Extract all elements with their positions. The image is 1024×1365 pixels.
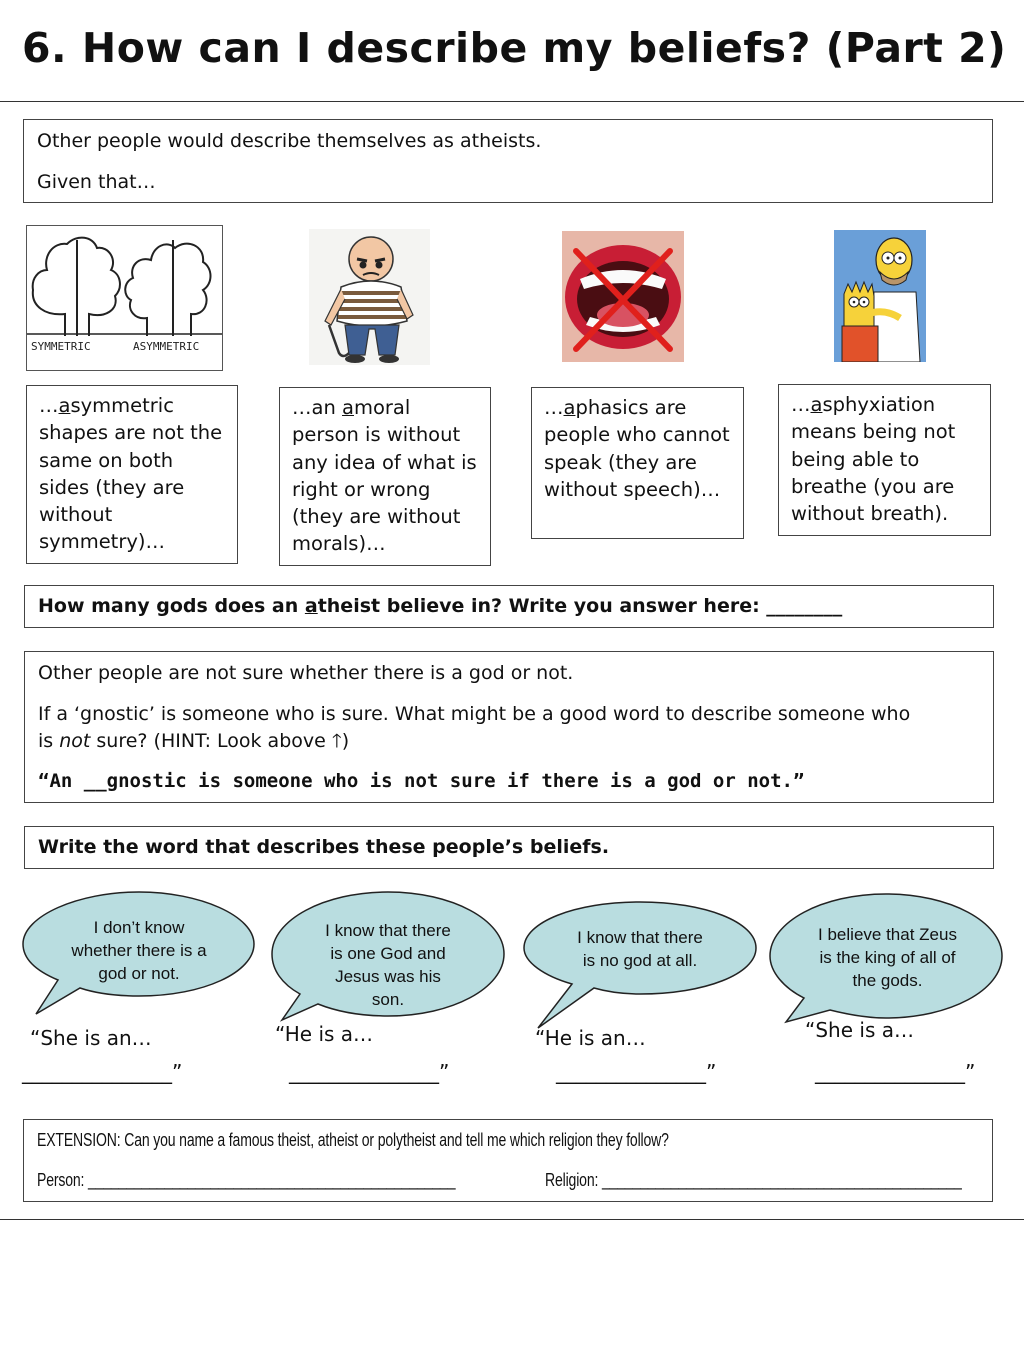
said-label-1: “She is an… [30,1026,152,1050]
said-label-2: “He is a… [275,1022,374,1046]
answer-blank-2[interactable]: _______________” [289,1060,450,1084]
bubble-text-1: I don’t know whether there is a god or not. [71,918,207,983]
intro-line-1: Other people would describe themselves as atheists. [37,130,542,152]
prefix-letter-a: a [810,393,823,416]
cartoon-family-icon [834,230,926,362]
agnostic-sentence[interactable]: “An __gnostic is someone who is not sure if there is a god or not.” [38,770,805,792]
symmetry-trees-icon [27,226,222,370]
atheist-question: How many gods does an atheist believe in? Write you answer here: ________ [38,595,843,617]
asymmetric-label: ASYMMETRIC [133,340,200,353]
person-field[interactable]: Person: ________________________________________________ [37,1170,456,1190]
intro-box [23,119,993,203]
cartoon-man-icon [309,229,430,365]
amoral-person-image [309,229,430,365]
asphyxiation-image [834,230,926,362]
title-divider [0,101,1024,102]
bubble-text-3: I know that there is no god at all. [577,928,703,970]
said-label-4: “She is a… [805,1018,914,1042]
bottom-divider [0,1219,1024,1220]
answer-blank[interactable]: theist believe in? Write you answer here: ________ [317,595,843,617]
definition-asymmetric: …asymmetric shapes are not the same on both sides (they are without symmetry)… [26,385,238,564]
answer-blank-4[interactable]: _______________” [815,1060,976,1084]
instruction-text: Write the word that describes these people’s beliefs. [38,836,610,858]
definition-aphasics: …aphasics are people who cannot speak (they are without speech)… [531,387,744,539]
answer-blank-1[interactable]: _______________” [22,1060,183,1084]
extension-box [23,1119,993,1202]
instruction-box [24,826,994,869]
prefix-letter-a: a [563,396,576,419]
agnostic-line-1: Other people are not sure whether there is a god or not. [38,662,574,684]
agnostic-box [24,651,994,803]
atheist-question-box [24,585,994,628]
prefix-letter-a: a [58,394,71,417]
answer-blank-3[interactable]: _______________” [556,1060,717,1084]
prefix-letter-a: a [342,396,354,419]
bubble-text-2: I know that there is one God and Jesus was his son. [325,921,451,1009]
agnostic-line-3: is not sure? (HINT: Look above 🡑) [38,730,350,752]
aphasic-mouth-image [562,231,684,362]
definition-asphyxiation: …asphyxiation means being not being able to breathe (you are without breath). [778,384,991,536]
intro-line-2: Given that… [37,171,156,193]
symmetry-image [26,225,223,371]
bubble-text-4: I believe that Zeus is the king of all of the gods. [818,925,957,990]
definition-amoral: …an amoral person is without any idea of what is right or wrong (they are without morals)… [279,387,491,566]
religion-field[interactable]: Religion: _______________________________________________ [545,1170,962,1190]
agnostic-line-2: If a ‘gnostic’ is someone who is sure. What might be a good word to describe someone who [38,703,911,725]
crossed-mouth-icon [562,231,684,362]
extension-question: EXTENSION: Can you name a famous theist, atheist or polytheist and tell me which religion they follow? [37,1130,669,1150]
page-title: 6. How can I describe my beliefs? (Part 2) [22,24,1007,72]
symmetric-label: SYMMETRIC [31,340,91,353]
said-label-3: “He is an… [535,1026,646,1050]
up-arrow-icon: 🡑 [331,730,342,752]
